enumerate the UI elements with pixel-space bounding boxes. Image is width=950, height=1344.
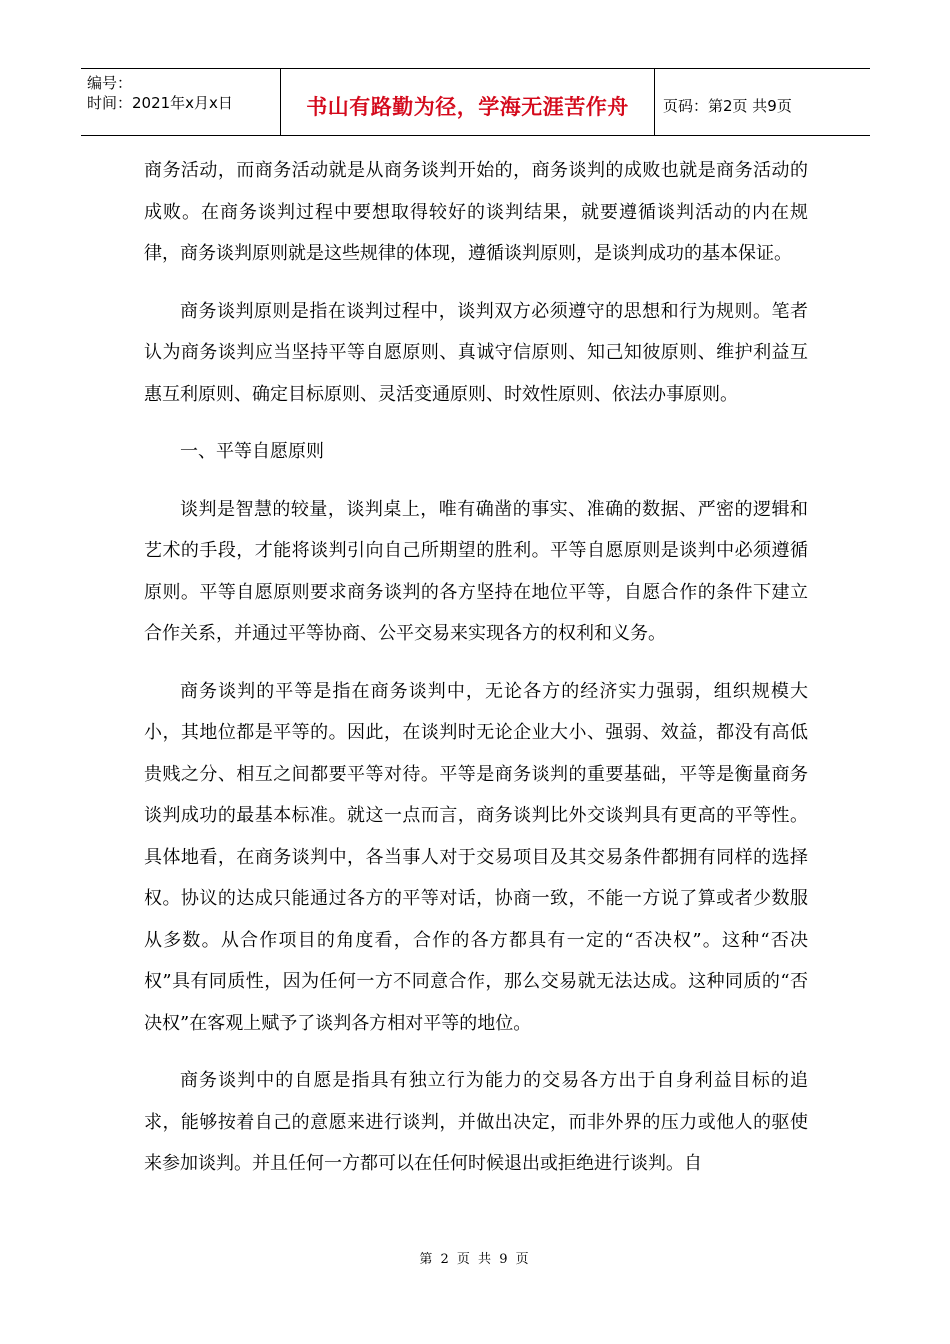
page-footer (0, 1248, 950, 1267)
header-info-cell (81, 69, 281, 135)
paragraph: 商务谈判原则是指在谈判过程中，谈判双方必须遵守的思想和行为规则。笔者认为商务谈判应当坚持平等自愿原则、真诚守信原则、知己知彼原则、维护利益互惠互利原则、确定目标原则、灵活变通原则、时效性原则、依法办事原则。 (144, 300, 808, 405)
document-body (144, 150, 808, 1201)
paragraph: 商务谈判中的自愿是指具有独立行为能力的交易各方出于自身利益目标的追求，能够按着自己的意愿来进行谈判，并做出决定，而非外界的压力或他人的驱使来参加谈判。并且任何一方都可以在任何时候退出或拒绝进行谈判。自 (144, 1070, 808, 1174)
motto-text: 书山有路勤为径，学海无涯苦作舟 (306, 95, 629, 119)
date-label: 时间：2021年x月x日 (87, 94, 233, 112)
paragraph: 商务活动，而商务活动就是从商务谈判开始的，商务谈判的成败也就是商务活动的成败。在商务谈判过程中要想取得较好的谈判结果，就要遵循谈判活动的内在规律，商务谈判原则就是这些规律的体现，遵循谈判原则，是谈判成功的基本保证。 (144, 160, 808, 264)
paragraph: 商务谈判的平等是指在商务谈判中，无论各方的经济实力强弱，组织规模大小，其地位都是平等的。因此，在谈判时无论企业大小、强弱、效益，都没有高低贵贱之分、相互之间都要平等对待。平等是商务谈判的重要基础，平等是衡量商务谈判成功的最基本标准。就这一点而言，商务谈判比外交谈判具有更高的平等性。具体地看，在商务谈判中，各当事人对于交易项目及其交易条件都拥有同样的选择权。协议的达成只能通过各方的平等对话，协商一致，不能一方说了算或者少数服从多数。从合作项目的角度看，合作的各方都具有一定的“否决权”。这种“否决权”具有同质性，因为任何一方不同意合作，那么交易就无法达成。这种同质的“否决权”在客观上赋予了谈判各方相对平等的地位。 (144, 680, 808, 1034)
paragraph: 谈判是智慧的较量，谈判桌上，唯有确凿的事实、准确的数据、严密的逻辑和艺术的手段，才能将谈判引向自己所期望的胜利。平等自愿原则是谈判中必须遵循原则。平等自愿原则要求商务谈判的各方坚持在地位平等，自愿合作的条件下建立合作关系，并通过平等协商、公平交易来实现各方的权利和义务。 (144, 498, 808, 644)
doc-number-label: 编号： (87, 74, 133, 92)
section-heading: 一、平等自愿原则 (180, 441, 324, 462)
header-motto-cell (281, 69, 655, 135)
header-page-cell (655, 69, 870, 135)
page-code: 页码：第2页 共9页 (663, 96, 792, 115)
footer-page-number: 第 2 页 共 9 页 (419, 1252, 531, 1267)
header-table (81, 68, 870, 136)
